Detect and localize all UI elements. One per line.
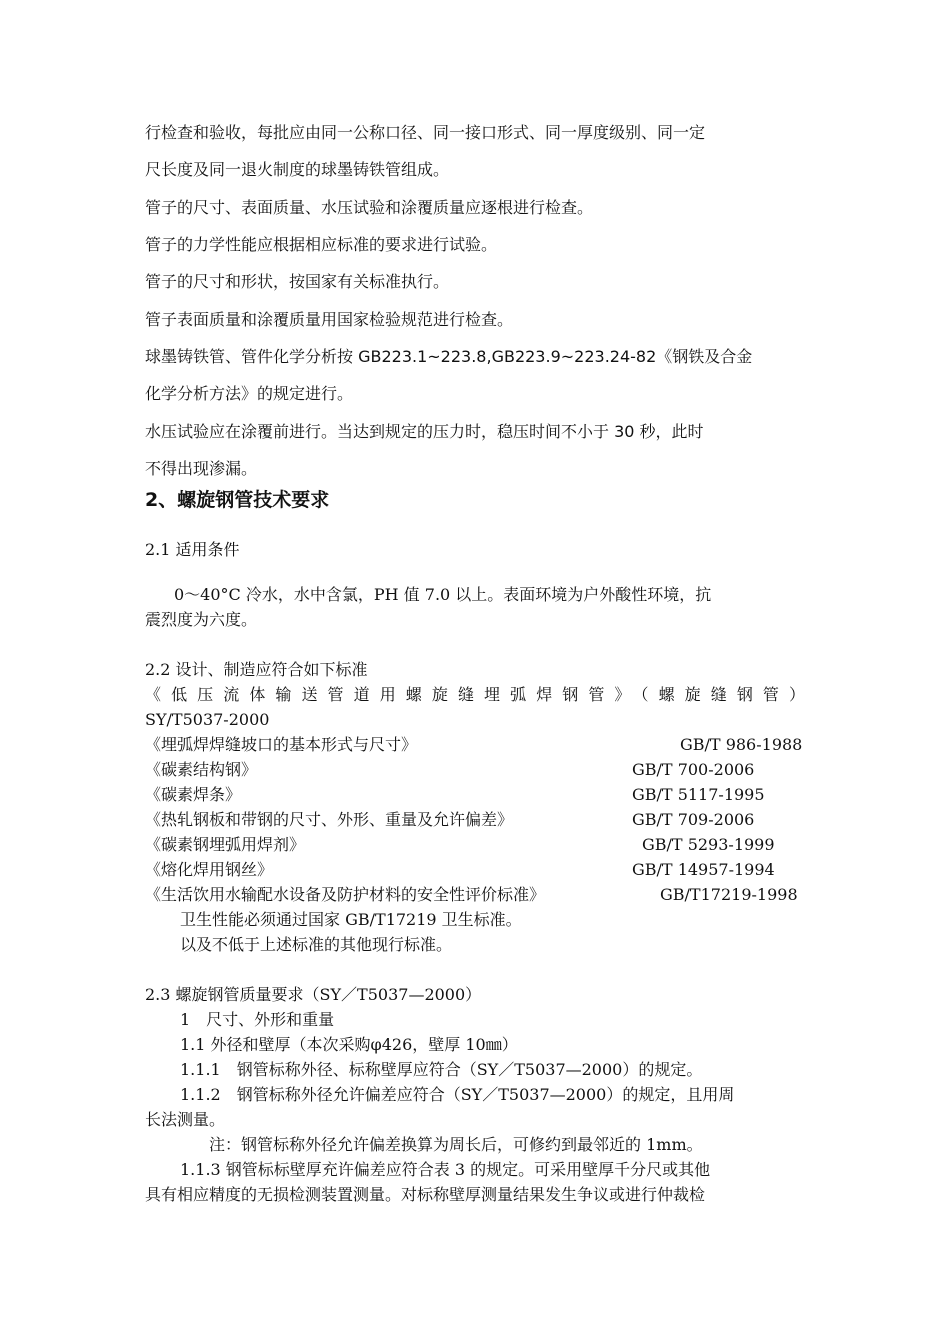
- section-2-1-body-line-1: 0～40°C 冷水，水中含氯，PH 值 7.0 以上。表面环境为户外酸性环境，抗: [174, 585, 712, 604]
- standard-title: 《碳素焊条》: [145, 785, 242, 804]
- other-standards-note: 以及不低于上述标准的其他现行标准。: [180, 935, 453, 954]
- section-2-3-item-1: 1 尺寸、外形和重量: [180, 1010, 335, 1029]
- section-2-3-item-1-1-1: 1.1.1 钢管标称外径、标称壁厚应符合（SY／T5037—2000）的规定。: [180, 1060, 703, 1079]
- section-2-2-title: 2.2 设计、制造应符合如下标准: [145, 660, 368, 679]
- section-2-3-item-1-1: 1.1 外径和壁厚（本次采购φ426，壁厚 10㎜）: [180, 1035, 518, 1054]
- intro-paragraph-3: 管子的力学性能应根据相应标准的要求进行试验。: [145, 235, 498, 254]
- intro-paragraph-5: 管子表面质量和涂覆质量用国家检验规范进行检查。: [145, 310, 514, 329]
- intro-paragraph-7-line-1: 水压试验应在涂覆前进行。当达到规定的压力时，稳压时间不小于 30 秒，此时: [145, 422, 704, 441]
- section-2-3-item-1-1-2-line-2: 长法测量。: [145, 1110, 226, 1129]
- intro-paragraph-1-line-1: 行检查和验收，每批应由同一公称口径、同一接口形式、同一厚度级别、同一定: [145, 123, 706, 142]
- section-2-3-item-1-1-3-line-1: 1.1.3 钢管标标壁厚充许偏差应符合表 3 的规定。可采用壁厚千分尺或其他: [180, 1160, 711, 1179]
- standard-code: GB/T 5293-1999: [642, 835, 775, 854]
- standard-title: 《生活饮用水输配水设备及防护材料的安全性评价标准》: [145, 885, 546, 904]
- standard-code: GB/T17219-1998: [660, 885, 798, 904]
- intro-paragraph-6-line-2: 化学分析方法》的规定进行。: [145, 384, 354, 403]
- standard-title: 《熔化焊用钢丝》: [145, 860, 274, 879]
- standard-code: GB/T 709-2006: [632, 810, 755, 829]
- standard-code: GB/T 700-2006: [632, 760, 755, 779]
- section-2-3-title: 2.3 螺旋钢管质量要求（SY／T5037—2000）: [145, 985, 482, 1004]
- section-2-3-note: 注：钢管标称外径允许偏差换算为周长后，可修约到最邻近的 1mm。: [209, 1135, 703, 1154]
- section-2-1-body-line-2: 震烈度为六度。: [145, 610, 258, 629]
- section-2-1-title: 2.1 适用条件: [145, 540, 240, 559]
- standard-0-title: 《低压流体输送管道用螺旋缝埋弧焊钢管》（螺旋缝钢管）: [145, 685, 805, 704]
- standard-code: GB/T 986-1988: [680, 735, 803, 754]
- standard-0-code: SY/T5037-2000: [145, 710, 270, 729]
- intro-paragraph-6-line-1: 球墨铸铁管、管件化学分析按 GB223.1~223.8,GB223.9~223.24-82《钢铁及合金: [145, 347, 753, 366]
- standard-title: 《热轧钢板和带钢的尺寸、外形、重量及允许偏差》: [145, 810, 514, 829]
- standard-code: GB/T 14957-1994: [632, 860, 775, 879]
- intro-paragraph-2: 管子的尺寸、表面质量、水压试验和涂覆质量应逐根进行检查。: [145, 198, 594, 217]
- standard-title: 《埋弧焊焊缝坡口的基本形式与尺寸》: [145, 735, 418, 754]
- health-standard-note: 卫生性能必须通过国家 GB/T17219 卫生标准。: [180, 910, 522, 929]
- intro-paragraph-7-line-2: 不得出现渗漏。: [145, 459, 258, 478]
- intro-paragraph-4: 管子的尺寸和形状，按国家有关标准执行。: [145, 272, 450, 291]
- section-2-3-item-1-1-2-line-1: 1.1.2 钢管标称外径允许偏差应符合（SY／T5037—2000）的规定，且用周: [180, 1085, 735, 1104]
- intro-paragraph-1-line-2: 尺长度及同一退火制度的球墨铸铁管组成。: [145, 160, 450, 179]
- standard-title: 《碳素结构钢》: [145, 760, 258, 779]
- section-2-3-item-1-1-3-line-2: 具有相应精度的无损检测装置测量。对标称壁厚测量结果发生争议或进行仲裁检: [145, 1185, 706, 1204]
- standard-title: 《碳素钢埋弧用焊剂》: [145, 835, 306, 854]
- standard-code: GB/T 5117-1995: [632, 785, 765, 804]
- section-2-heading: 2、螺旋钢管技术要求: [145, 489, 330, 511]
